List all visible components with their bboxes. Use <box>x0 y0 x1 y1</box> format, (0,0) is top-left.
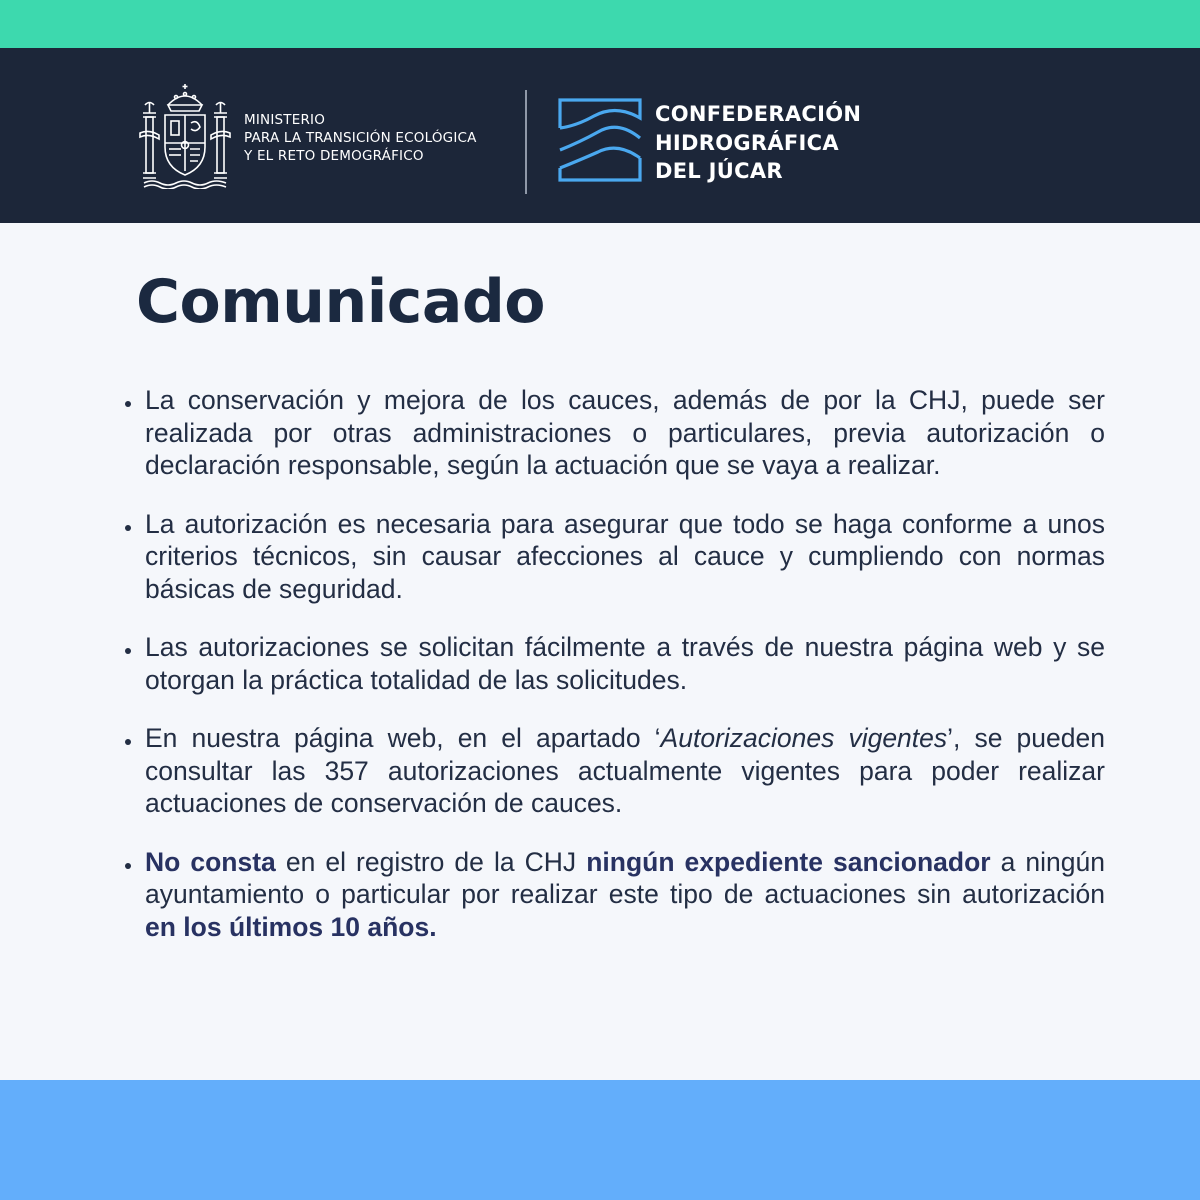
statement-item-2 <box>145 508 1105 606</box>
confederation-name-line3: DEL JÚCAR <box>655 159 783 183</box>
statement-text: en el registro de la CHJ <box>275 846 587 877</box>
spanish-coat-of-arms-icon <box>138 83 232 189</box>
waves-logo-icon <box>558 98 642 183</box>
statement-item-4 <box>145 722 1105 820</box>
statement-text: a ningún ayuntamiento o particular por realizar este tipo de actuaciones sin autorización <box>145 846 1105 909</box>
header-divider <box>525 90 527 194</box>
statement-emphasis-bold: ningún expediente sancionador <box>586 846 991 877</box>
ministry-name <box>244 111 477 165</box>
header-band <box>0 48 1200 223</box>
confederation-name <box>655 100 861 186</box>
statement-emphasis-bold: en los últimos 10 años. <box>145 911 437 942</box>
top-accent-stripe <box>0 0 1200 48</box>
ministry-name-line3: Y EL RETO DEMOGRÁFICO <box>244 148 424 164</box>
bottom-accent-band <box>0 1080 1200 1200</box>
ministry-name-line2: PARA LA TRANSICIÓN ECOLÓGICA <box>244 130 477 146</box>
statement-emphasis-bold: No consta <box>145 846 276 877</box>
statement-emphasis-italic: Autorizaciones vigentes <box>660 723 948 753</box>
ministry-name-line1: MINISTERIO <box>244 112 326 128</box>
confederation-name-line1: CONFEDERACIÓN <box>655 102 862 126</box>
statement-text: ’, se pueden consultar las 357 autorizaciones actualmente vigentes para poder realizar actuaciones de conservación de cauces. <box>145 723 1105 818</box>
statement-list <box>145 384 1105 969</box>
confederation-name-line2: HIDROGRÁFICA <box>655 130 839 155</box>
statement-item-5 <box>145 846 1105 944</box>
statement-item-1 <box>145 384 1105 482</box>
page-title: Comunicado <box>136 267 545 337</box>
statement-item-3 <box>145 631 1105 696</box>
statement-text: Las autorizaciones se solicitan fácilmente a través de nuestra página web y se otorgan la práctica totalidad de las solicitudes. <box>145 632 1105 695</box>
statement-text: En nuestra página web, en el apartado ‘ <box>145 723 661 753</box>
statement-text: La conservación y mejora de los cauces, además de por la CHJ, puede ser realizada por otras administraciones o particulares, previa autorización o declaración responsable, según la actuación que se vaya a realizar. <box>145 385 1105 480</box>
statement-text: La autorización es necesaria para asegurar que todo se haga conforme a unos criterios técnicos, sin causar afecciones al cauce y cumpliendo con normas básicas de seguridad. <box>145 508 1105 604</box>
